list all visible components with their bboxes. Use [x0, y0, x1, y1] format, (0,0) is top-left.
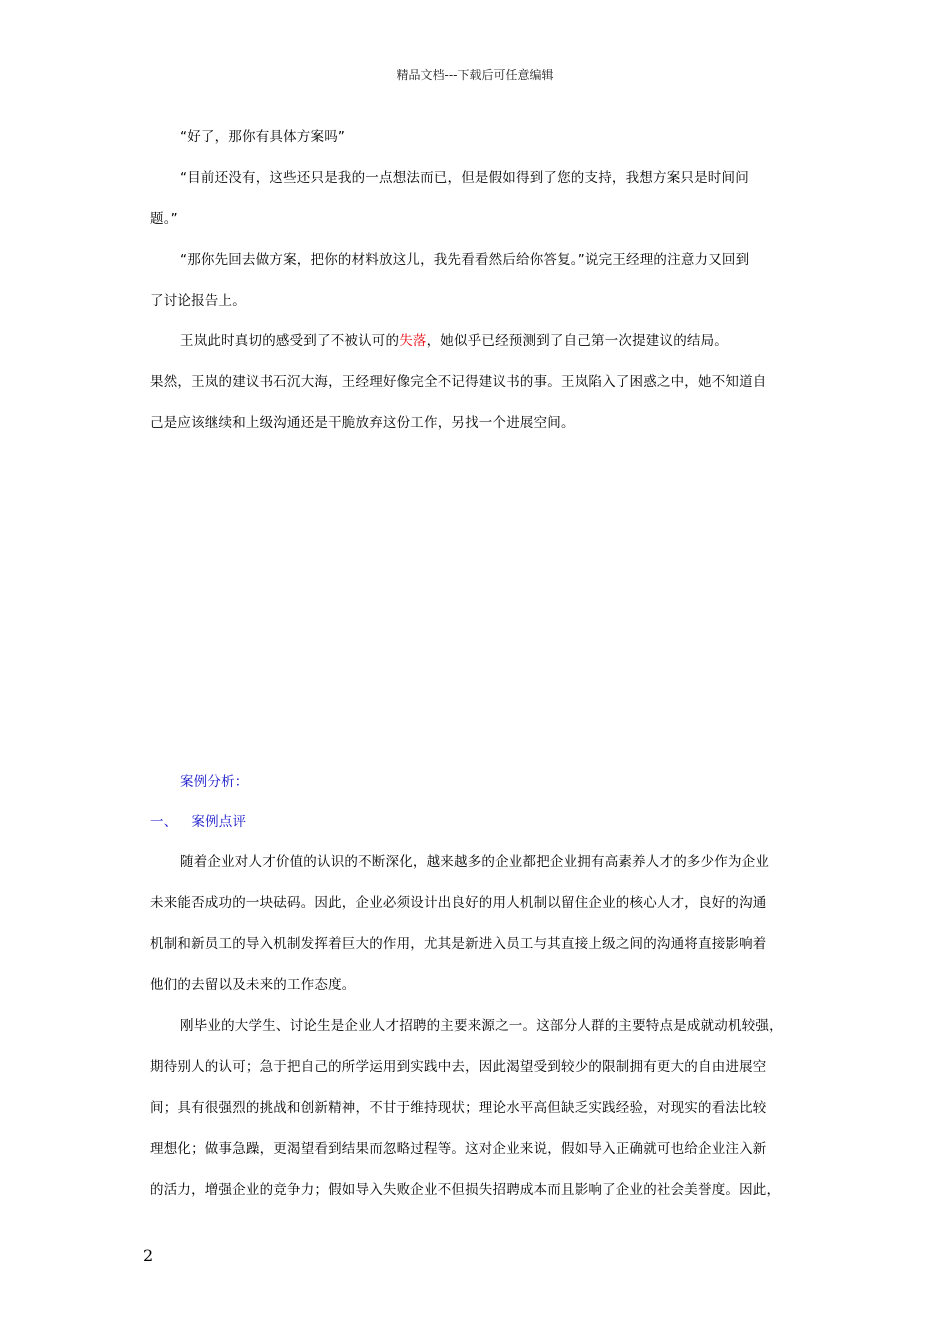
paragraph-line: 未来能否成功的一块砝码。因此，企业必须设计出良好的用人机制以留住企业的核心人才，良好的沟通	[150, 895, 767, 911]
page-header: 精品文档---下载后可任意编辑	[396, 68, 554, 82]
dialogue-line: “目前还没有，这些还只是我的一点想法而已，但是假如得到了您的支持，我想方案只是时间问	[180, 170, 749, 186]
dialogue-line: 果然，王岚的建议书石沉大海，王经理好像完全不记得建议书的事。王岚陷入了困惑之中，她不知道自	[150, 374, 767, 390]
paragraph-line: 期待别人的认可；急于把自己的所学运用到实践中去，因此渴望受到较少的限制拥有更大的自由进展空	[150, 1059, 767, 1075]
paragraph-line: 的活力，增强企业的竞争力；假如导入失败企业不但损失招聘成本而且影响了企业的社会美誉度。因此，	[150, 1182, 781, 1198]
highlighted-word: 失落	[399, 333, 427, 349]
dialogue-line: 己是应该继续和上级沟通还是干脆放弃这份工作，另找一个进展空间。	[150, 415, 575, 431]
paragraph-line: 他们的去留以及未来的工作态度。	[150, 977, 356, 993]
text-span: 王岚此时真切的感受到了不被认可的	[180, 333, 400, 349]
dialogue-line: 题。”	[150, 211, 178, 227]
text-span: ，她似乎已经预测到了自己第一次提建议的结局。	[426, 333, 729, 349]
paragraph-line: 机制和新员工的导入机制发挥着巨大的作用，尤其是新进入员工与其直接上级之间的沟通将直接影响着	[150, 936, 767, 952]
section-number: 一、	[150, 814, 178, 830]
page-number: 2	[143, 1246, 154, 1265]
section-heading	[150, 812, 810, 832]
paragraph-line: 随着企业对人才价值的认识的不断深化，越来越多的企业都把企业拥有高素养人才的多少作为企业	[180, 854, 770, 870]
paragraph-line: 间；具有很强烈的挑战和创新精神，不甘于维持现状；理论水平高但缺乏实践经验，对现实的看法比较	[150, 1100, 767, 1116]
dialogue-line: “那你先回去做方案，把你的材料放这儿，我先看看然后给你答复。”说完王经理的注意力又回到	[180, 252, 750, 268]
dialogue-line	[180, 331, 840, 351]
analysis-title: 案例分析：	[180, 774, 249, 790]
paragraph-line: 刚毕业的大学生、讨论生是企业人才招聘的主要来源之一。这部分人群的主要特点是成就动机较强，	[180, 1018, 783, 1034]
paragraph-line: 理想化；做事急躁，更渴望看到结果而忽略过程等。这对企业来说，假如导入正确就可也给企业注入新	[150, 1141, 767, 1157]
dialogue-line: 了讨论报告上。	[150, 293, 246, 309]
section-title: 案例点评	[191, 814, 247, 830]
dialogue-line: “好了，那你有具体方案吗”	[180, 129, 346, 145]
